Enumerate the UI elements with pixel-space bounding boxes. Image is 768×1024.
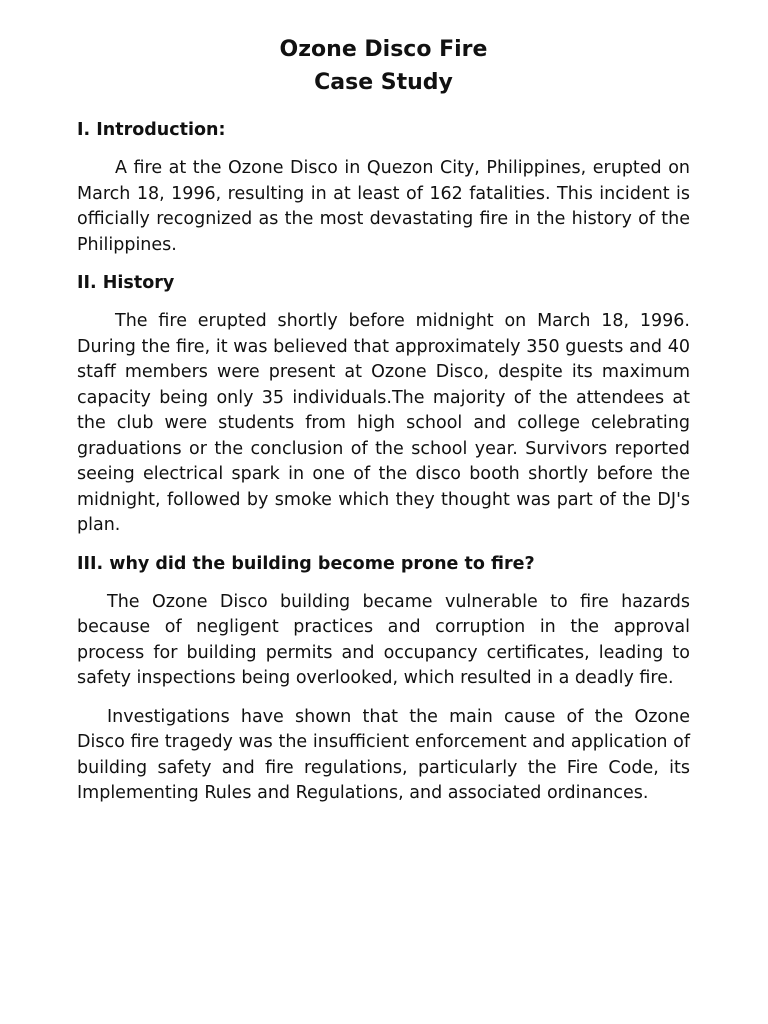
- history-paragraph: The fire erupted shortly before midnight on March 18, 1996. During the fire, it was believed that approximately 350 guests and 40 staff members were present at Ozone Disco, despite its maximum capacity being only 35 individuals.The majority of the attendees at the club were students from high school and college celebrating graduations or the conclusion of the school year. Survivors reported seeing electrical spark in one of the disco booth shortly before the midnight, followed by smoke which they thought was part of the DJ's plan.: [77, 311, 690, 535]
- section-introduction: [77, 118, 690, 258]
- section-heading-history: II. History: [77, 273, 175, 293]
- section-heading-introduction: I. Introduction:: [77, 120, 226, 140]
- title-line-1: Ozone Disco Fire: [279, 37, 488, 62]
- document-title: [77, 0, 690, 99]
- section-heading-prone-to-fire: III. why did the building become prone to fire?: [77, 553, 535, 574]
- section-prone-to-fire: [77, 552, 690, 807]
- document-page: [77, 0, 690, 807]
- prone-to-fire-paragraph-2: Investigations have shown that the main cause of the Ozone Disco fire tragedy was the insufficient enforcement and application of building safety and fire regulations, particularly the Fire Code, its Implementing Rules and Regulations, and associated ordinances.: [77, 706, 690, 803]
- prone-to-fire-paragraph-1: The Ozone Disco building became vulnerable to fire hazards because of negligent practices and corruption in the approval process for building permits and occupancy certificates, leading to safety inspections being overlooked, which resulted in a deadly fire.: [77, 591, 690, 688]
- title-line-2: Case Study: [314, 70, 453, 95]
- introduction-paragraph: A fire at the Ozone Disco in Quezon City, Philippines, erupted on March 18, 1996, resulting in at least of 162 fatalities. This incident is officially recognized as the most devastating fire in the history of the Philippines.: [77, 158, 690, 255]
- section-history: [77, 271, 690, 539]
